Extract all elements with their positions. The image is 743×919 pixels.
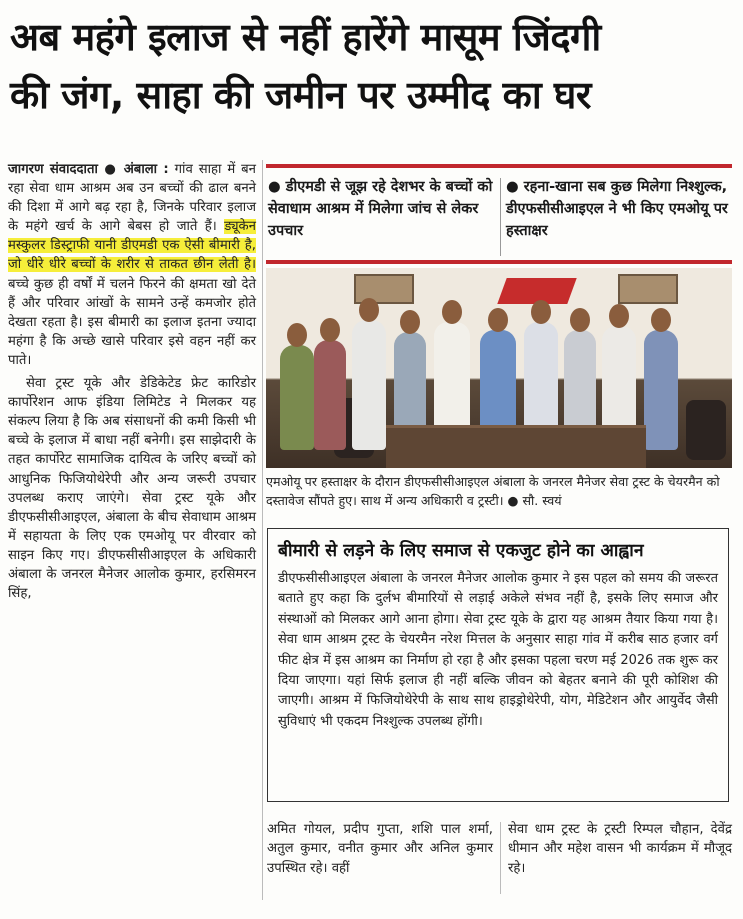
box-title: बीमारी से लड़ने के लिए समाज से एकजुट होने का आह्वान [278, 541, 644, 561]
kicker-top-rule [266, 164, 732, 168]
photo-person [314, 340, 346, 450]
byline: जागरण संवाददाता ● अंबाला : [8, 162, 169, 177]
para1-end: बच्चे कुछ ही वर्षों में चलने फिरने की क्षमता खो देते हैं और परिवार आंखों के सामने उन्हें कमजोर होते देखता रहता है। इस बीमारी का इलाज इतना ज्यादा महंगा है कि अच्छे खासे परिवार इसे वहन नहीं कर पाते। [8, 276, 256, 368]
left-column [8, 160, 256, 607]
news-photo [266, 268, 732, 468]
photo-person [644, 330, 678, 450]
photo-person [352, 320, 386, 450]
box-text: डीएफसीसीआइएल अंबाला के जनरल मैनेजर आलोक कुमार ने इस पहल को समय की जरूरत बताते हुए कहा कि दुर्लभ बीमारियों से लड़ाई अकेले संभव नहीं है, इसके लिए समाज और संस्थाओं को मिलकर आगे आना होगा। सेवा ट्रस्ट यूके के द्वारा यह आश्रम तैयार किया गया है। सेवा धाम आश्रम ट्रस्ट के चेयरमैन नरेश मित्तल के अनुसार साहा गांव में करीब साठ हजार वर्ग फीट क्षेत्र में इस आश्रम का निर्माण हो रहा है और इसका पहला चरण मई 2026 तक शुरू कर दिया जाएगा। यहां सिर्फ इलाज ही नहीं बल्कि जीवन को बेहतर बनाने की पूरी कोशिश की जाएगी। आश्रम में फिजियोथेरेपी के साथ साथ हाइड्रोथेरेपी, योग, मेडिटेशन और आयुर्वेद जैसी सुविधाएं भी एकदम निश्शुल्क उपलब्ध होंगी। [278, 571, 718, 729]
photo-wall-frame [618, 274, 678, 304]
para1-start: गांव साहा में बन रहा सेवा धाम आश्रम अब उन बच्चों की ढाल बनने की दिशा में आगे बढ़ रहा है, जिनके परिवार इलाज के महंगे खर्च के आगे बेबस हो जाते हैं। [8, 162, 256, 235]
photo-table [386, 425, 646, 468]
boxed-story [267, 528, 729, 802]
column-divider [262, 160, 263, 900]
kicker-2: ● रहना-खाना सब कुछ मिलेगा निश्शुल्क, डीएफसीसीआइएल ने भी किए एमओयू पर हस्ताक्षर [506, 179, 728, 239]
bottom-text-2: सेवा धाम ट्रस्ट के ट्रस्टी रिम्पल चौहान, देवेंद्र धीमान और महेश वासन भी कार्यक्रम में मौजूद रहे। [508, 822, 732, 876]
photo-person [280, 345, 314, 450]
left-paragraph-1 [8, 160, 256, 370]
photo-chair [686, 400, 726, 460]
kicker-bottom-rule [266, 260, 732, 264]
bottom-divider [500, 822, 501, 894]
bottom-text-1: अमित गोयल, प्रदीप गुप्ता, शशि पाल शर्मा, अतुल कुमार, वनीत कुमार और अनिल कुमार उपस्थित रहे। वहीं [267, 822, 493, 876]
highlighted-text: ड्यूकेन मस्कुलर डिस्ट्राफी यानी डीएमडी एक ऐसी बीमारी है, जो धीरे धीरे बच्चों के शरीर से ताकत छीन लेती है। [8, 219, 256, 273]
kicker-1: ● डीएमडी से जूझ रहे देशभर के बच्चों को सेवाधाम आश्रम में मिलेगा जांच से लेकर उपचार [268, 179, 493, 239]
headline [10, 8, 733, 124]
headline-line-1: अब महंगे इलाज से नहीं हारेंगे मासूम जिंदगी [10, 15, 601, 59]
kicker-divider [500, 178, 501, 256]
photo-caption: एमओयू पर हस्ताक्षर के दौरान डीएफसीसीआइएल अंबाला के जनरल मैनेजर सेवा ट्रस्ट के चेयरमैन को दस्तावेज सौंपते हुए। साथ में अन्य अधिकारी व ट्रस्टी। ● सौ. स्वयं [266, 474, 720, 508]
left-paragraph-2: सेवा ट्रस्ट यूके और डेडिकेटेड फ्रेट कारिडोर कार्पोरेशन आफ इंडिया लिमिटेड ने मिलकर यह संकल्प लिया है कि अब संसाधनों की कमी किसी भी बच्चे के इलाज में बाधा नहीं बनेगी। इस साझेदारी के तहत कार्पोरेट सामाजिक दायित्व के जरिए बच्चों को आधुनिक फिजियोथेरेपी और अन्य जरूरी उपचार उपलब्ध कराए जाएंगे। सेवा ट्रस्ट यूके और डीएफसीसीआइएल, अंबाला के बीच सेवाधाम आश्रम में सहायता के लिए एक एमओयू पर वीरवार को साइन किए गए। डीएफसीसीआइएल के अधिकारी अंबाला के जनरल मैनेजर आलोक कुमार, हरसिमरन सिंह, [8, 376, 256, 602]
headline-line-2: की जंग, साहा की जमीन पर उम्मीद का घर [10, 73, 591, 117]
